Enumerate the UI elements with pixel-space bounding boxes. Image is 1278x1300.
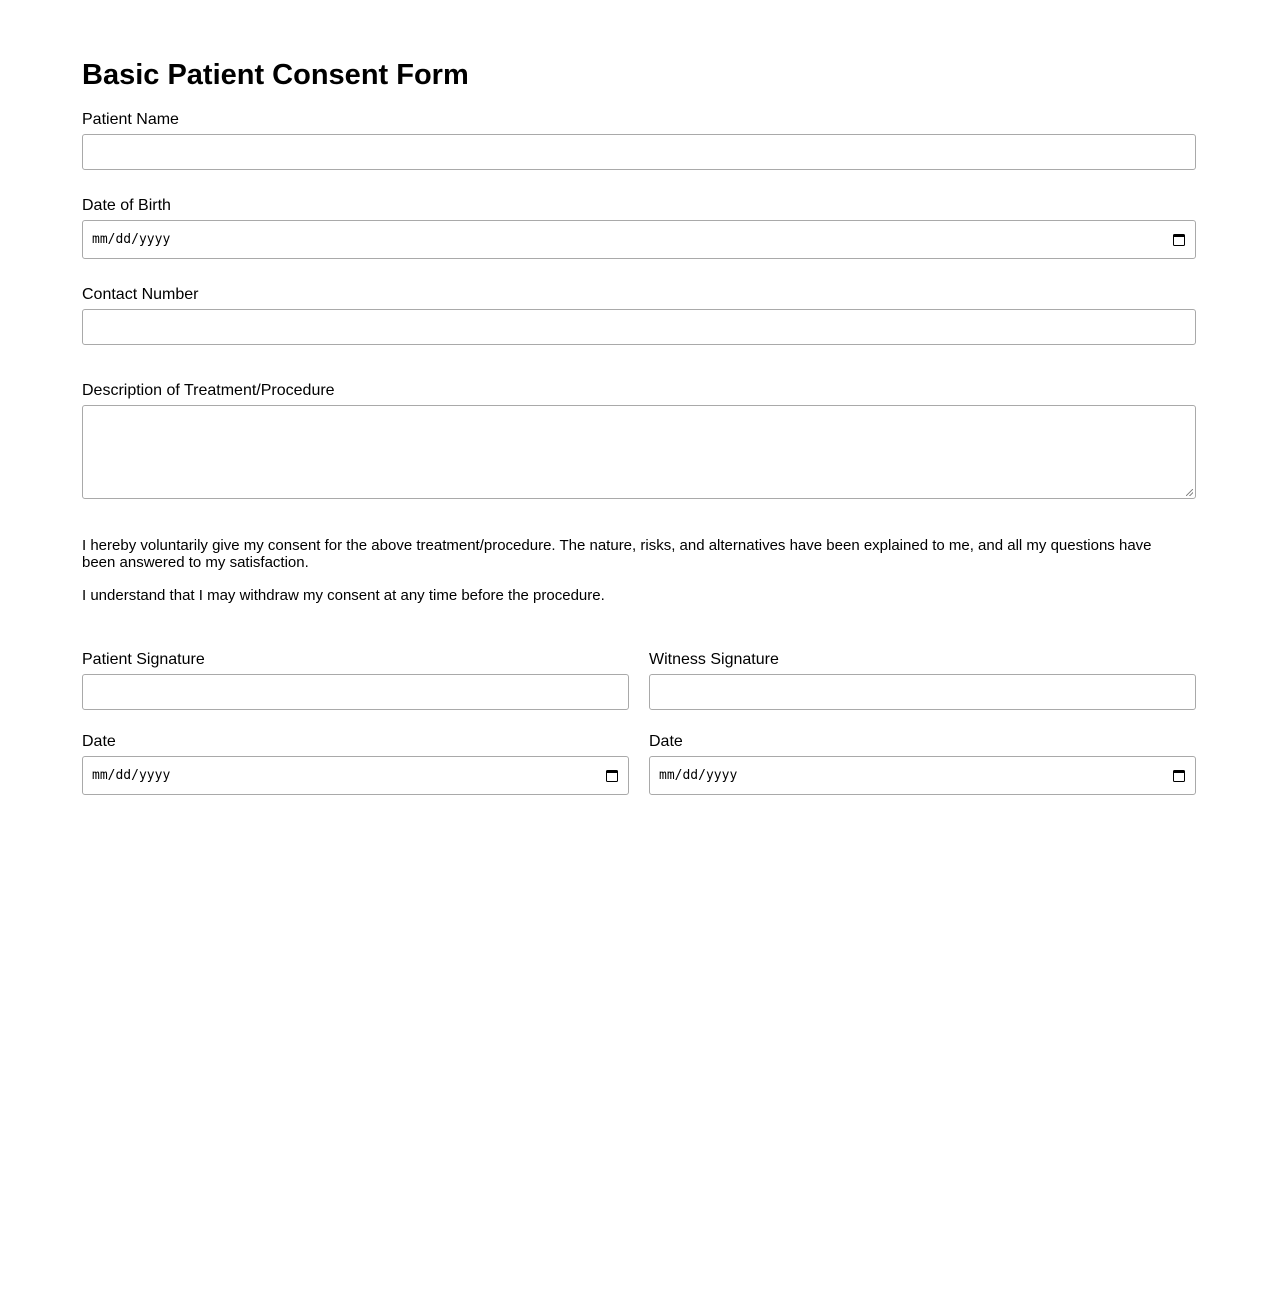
patient-signature-input[interactable] <box>82 674 629 710</box>
patient-name-label: Patient Name <box>82 111 179 128</box>
patient-name-input[interactable] <box>82 134 1196 170</box>
calendar-icon[interactable] <box>1173 770 1185 782</box>
witness-signature-label: Witness Signature <box>649 651 779 668</box>
dob-field-group <box>82 196 1196 259</box>
patient-signature-group <box>82 650 629 710</box>
patient-name-field-group <box>82 110 1196 170</box>
patient-date-input[interactable] <box>82 756 629 795</box>
witness-date-label: Date <box>649 733 683 750</box>
dob-input[interactable] <box>82 220 1196 259</box>
page-title: Basic Patient Consent Form <box>82 59 469 91</box>
description-field-group <box>82 381 1196 499</box>
calendar-icon[interactable] <box>1173 234 1185 246</box>
witness-date-placeholder: mm/dd/yyyy <box>659 768 738 783</box>
contact-field-group <box>82 285 1196 345</box>
patient-date-placeholder: mm/dd/yyyy <box>92 768 171 783</box>
consent-statement: I hereby voluntarily give my consent for the above treatment/procedure. The nature, risks, and alternatives have been explained to me, and all my questions have been answered to my satisfaction. <box>82 537 1152 571</box>
patient-date-label: Date <box>82 733 116 750</box>
dob-placeholder: mm/dd/yyyy <box>92 232 171 247</box>
description-label: Description of Treatment/Procedure <box>82 382 335 399</box>
description-textarea[interactable] <box>82 405 1196 499</box>
withdraw-statement: I understand that I may withdraw my consent at any time before the procedure. <box>82 587 605 604</box>
witness-date-input[interactable] <box>649 756 1196 795</box>
calendar-icon[interactable] <box>606 770 618 782</box>
witness-date-group <box>649 732 1196 795</box>
patient-signature-label: Patient Signature <box>82 651 205 668</box>
signature-section <box>82 650 1196 795</box>
witness-signature-group <box>649 650 1196 710</box>
witness-signature-input[interactable] <box>649 674 1196 710</box>
dob-label: Date of Birth <box>82 197 171 214</box>
contact-label: Contact Number <box>82 286 199 303</box>
resize-grip-icon[interactable] <box>1186 489 1193 496</box>
patient-date-group <box>82 732 629 795</box>
consent-form-page <box>82 0 1196 795</box>
contact-number-input[interactable] <box>82 309 1196 345</box>
